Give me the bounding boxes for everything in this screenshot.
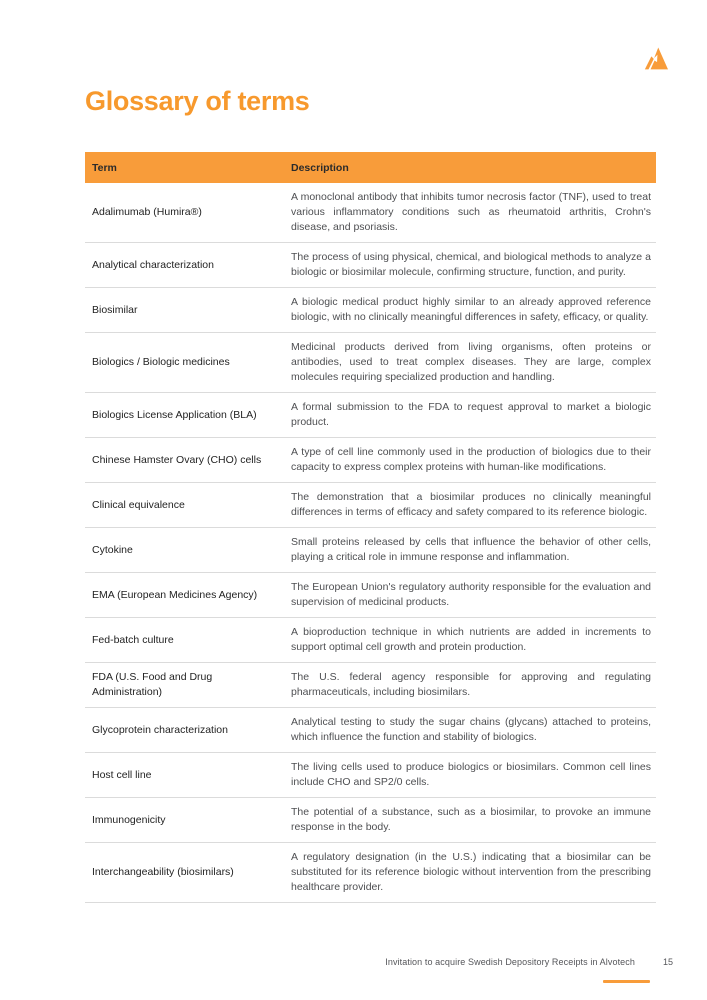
description-cell: Medicinal products derived from living organisms, often proteins or antibodies, used to treat complex diseases. They are large, complex molecules requiring specialized production and handling. — [291, 341, 651, 383]
term-cell: Chinese Hamster Ovary (CHO) cells — [92, 453, 262, 466]
table-row — [85, 243, 656, 288]
description-cell: A formal submission to the FDA to request approval to market a biologic product. — [291, 401, 651, 428]
table-row — [85, 798, 656, 843]
table-row — [85, 483, 656, 528]
term-cell: Clinical equivalence — [92, 498, 185, 511]
page-title: Glossary of terms — [85, 86, 310, 116]
term-cell: Biologics License Application (BLA) — [92, 408, 257, 421]
table-row — [85, 393, 656, 438]
term-cell: Host cell line — [92, 768, 152, 781]
term-cell: Adalimumab (Humira®) — [92, 206, 202, 218]
table-row — [85, 288, 656, 333]
term-cell: Cytokine — [92, 543, 133, 556]
description-cell: The U.S. federal agency responsible for approving and regulating pharmaceuticals, including biosimilars. — [291, 671, 651, 698]
description-cell: A type of cell line commonly used in the production of biologics due to their capacity to express complex proteins with human-like modifications. — [291, 446, 651, 473]
table-row — [85, 663, 656, 708]
term-cell: EMA (European Medicines Agency) — [92, 588, 258, 601]
term-cell: Fed-batch culture — [92, 633, 174, 646]
term-cell: Interchangeability (biosimilars) — [92, 866, 234, 878]
term-cell: Biosimilar — [92, 303, 138, 316]
description-cell: The European Union's regulatory authority responsible for the evaluation and supervision of medicinal products. — [291, 581, 651, 608]
table-row — [85, 618, 656, 663]
table-row — [85, 528, 656, 573]
column-header-description: Description — [291, 152, 656, 183]
description-cell: The living cells used to produce biologics or biosimilars. Common cell lines include CHO and SP2/0 cells. — [291, 761, 651, 788]
description-cell: The process of using physical, chemical, and biological methods to analyze a biologic or biosimilar molecule, confirming structure, function, and purity. — [291, 251, 651, 278]
page-number: 15 — [662, 957, 673, 967]
glossary-table — [85, 152, 656, 903]
description-cell: A monoclonal antibody that inhibits tumor necrosis factor (TNF), used to treat various inflammatory conditions such as rheumatoid arthritis, Crohn's disease, and psoriasis. — [291, 191, 651, 233]
term-cell: Immunogenicity — [92, 813, 166, 826]
column-header-term: Term — [85, 152, 291, 183]
glossary-table-container — [85, 152, 656, 903]
glossary-table-body — [85, 183, 656, 903]
table-row — [85, 438, 656, 483]
description-cell: A biologic medical product highly similar to an already approved reference biologic, with no clinically meaningful differences in safety, efficacy, or quality. — [291, 296, 651, 323]
footer-accent-bar — [603, 980, 650, 983]
footer-text: Invitation to acquire Swedish Depository Receipts in Alvotech — [385, 957, 635, 967]
table-row — [85, 333, 656, 393]
description-cell: Analytical testing to study the sugar chains (glycans) attached to proteins, which influence the function and stability of biologics. — [291, 716, 651, 743]
table-header-row — [85, 152, 656, 183]
table-row — [85, 843, 656, 903]
table-row — [85, 573, 656, 618]
term-cell: Biologics / Biologic medicines — [92, 356, 230, 368]
table-row — [85, 183, 656, 243]
table-row — [85, 753, 656, 798]
description-cell: The demonstration that a biosimilar produces no clinically meaningful differences in terms of efficacy and safety compared to its reference biologic. — [291, 491, 651, 518]
term-cell: Analytical characterization — [92, 258, 214, 271]
term-cell: Glycoprotein characterization — [92, 723, 228, 736]
term-cell: FDA (U.S. Food and Drug Administration) — [92, 671, 213, 698]
description-cell: Small proteins released by cells that influence the behavior of other cells, playing a critical role in immune response and inflammation. — [291, 536, 651, 563]
alvotech-logo-icon — [642, 46, 668, 70]
description-cell: A bioproduction technique in which nutrients are added in increments to support optimal cell growth and protein production. — [291, 626, 651, 653]
description-cell: The potential of a substance, such as a biosimilar, to provoke an immune response in the body. — [291, 806, 651, 833]
page-footer — [385, 957, 673, 967]
table-row — [85, 708, 656, 753]
description-cell: A regulatory designation (in the U.S.) indicating that a biosimilar can be substituted for its reference biologic without intervention from the prescribing healthcare provider. — [291, 851, 651, 893]
